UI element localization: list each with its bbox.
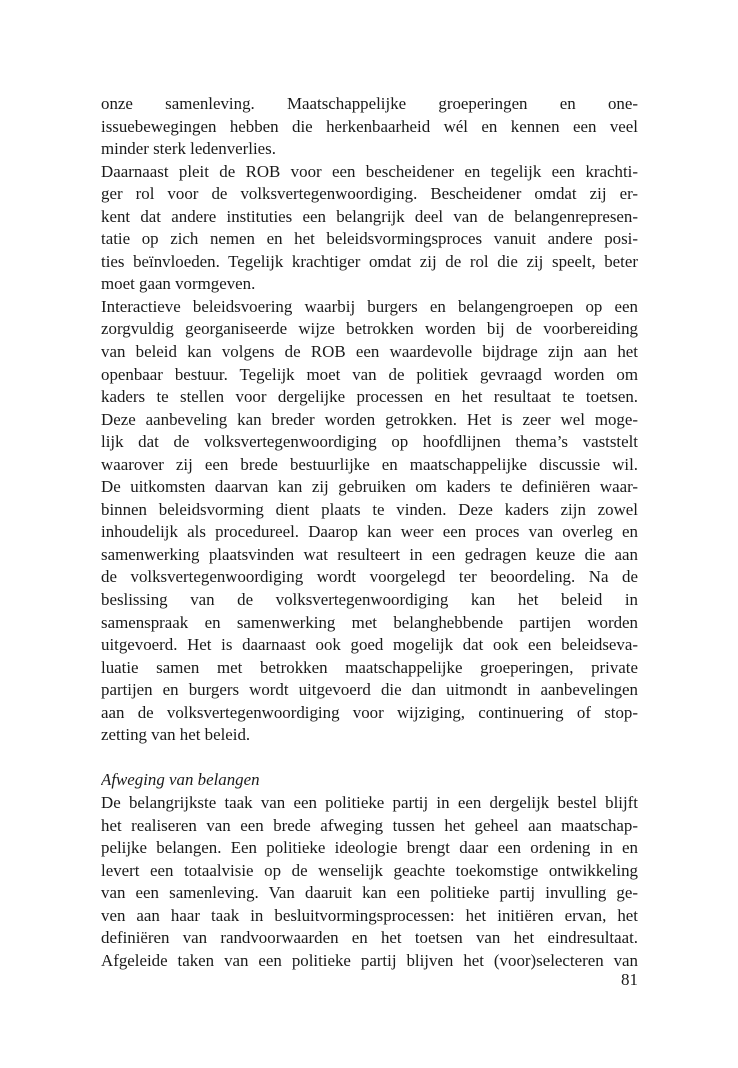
- text-line: Afgeleide taken van een politieke partij blijven het (voor)selecteren van: [101, 950, 638, 970]
- text-line: aan de volksvertegenwoordiging voor wijziging, continuering of stop-: [101, 702, 638, 722]
- text-line: uitgevoerd. Het is daarnaast ook goed mogelijk dat ook een beleidseva-: [101, 635, 638, 655]
- text-line: samenwerking plaatsvinden wat resulteert in een gedragen keuze die aan: [101, 544, 638, 564]
- text-line: zorgvuldig georganiseerde wijze betrokken worden bij de voorbereiding: [101, 319, 638, 339]
- paragraph-1: [101, 93, 638, 161]
- text-line: onze samenleving. Maatschappelijke groeperingen en one-: [101, 94, 638, 113]
- text-line: definiëren van randvoorwaarden en het toetsen van het eindresultaat.: [101, 928, 638, 948]
- text-line: partijen en burgers wordt uitgevoerd die dan uitmondt in aanbevelingen: [101, 680, 638, 700]
- text-line: De uitkomsten daarvan kan zij gebruiken om kaders te definiëren waar-: [101, 477, 638, 497]
- text-line: openbaar bestuur. Tegelijk moet van de politiek gevraagd worden om: [101, 364, 638, 384]
- text-line: het realiseren van een brede afweging tussen het geheel aan maatschap-: [101, 815, 638, 835]
- section-heading: Afweging van belangen: [101, 770, 260, 790]
- text-line: pelijke belangen. Een politieke ideologie brengt daar een ordening in en: [101, 838, 638, 858]
- text-line: Daarnaast pleit de ROB voor een bescheidener en tegelijk een krachti-: [101, 161, 638, 181]
- text-line: zetting van het beleid.: [101, 725, 251, 745]
- text-line: van een samenleving. Van daaruit kan een politieke partij invulling ge-: [101, 883, 638, 903]
- text-line: luatie samen met betrokken maatschappelijke groeperingen, private: [101, 657, 638, 677]
- text-line: de volksvertegenwoordiging wordt voorgelegd ter beoordeling. Na de: [101, 567, 638, 587]
- text-line: lijk dat de volksvertegenwoordiging op hoofdlijnen thema’s vaststelt: [101, 432, 638, 452]
- text-line: kaders te stellen voor dergelijke processen en het resultaat te toetsen.: [101, 387, 638, 407]
- text-line: tatie op zich nemen en het beleidsvormingsproces vanuit andere posi-: [101, 229, 638, 249]
- text-line: ger rol voor de volksvertegenwoordiging. Bescheidener omdat zij er-: [101, 184, 638, 204]
- text-line: De belangrijkste taak van een politieke partij in een dergelijk bestel blijft: [101, 792, 638, 812]
- page-number: 81: [621, 970, 638, 989]
- text-line: moet gaan vormgeven.: [101, 274, 256, 294]
- text-line: samenspraak en samenwerking met belanghebbende partijen worden: [101, 612, 638, 632]
- blank-line: [101, 747, 638, 770]
- text-line: waarover zij een brede bestuurlijke en maatschappelijke discussie wil.: [101, 454, 638, 474]
- paragraph-4: [101, 792, 638, 972]
- text-line: Deze aanbeveling kan breder worden getrokken. Het is zeer wel moge-: [101, 409, 638, 429]
- text-line: inhoudelijk als procedureel. Daarop kan weer een proces van overleg en: [101, 522, 638, 542]
- text-line: minder sterk ledenverlies.: [101, 139, 276, 159]
- text-line: levert een totaalvisie op de wenselijk geachte toekomstige ontwikkeling: [101, 860, 638, 880]
- paragraph-3: [101, 296, 638, 747]
- text-line: kent dat andere instituties een belangrijk deel van de belangenrepresen-: [101, 206, 638, 226]
- text-line: ties beïnvloeden. Tegelijk krachtiger omdat zij de rol die zij speelt, beter: [101, 251, 638, 271]
- text-line: binnen beleidsvorming dient plaats te vinden. Deze kaders zijn zowel: [101, 499, 638, 519]
- text-line: van beleid kan volgens de ROB een waardevolle bijdrage zijn aan het: [101, 342, 638, 362]
- text-line: issuebewegingen hebben die herkenbaarheid wél en kennen een veel: [101, 116, 638, 136]
- text-line: ven aan haar taak in besluitvormingsprocessen: het initiëren ervan, het: [101, 905, 638, 925]
- text-line: Interactieve beleidsvoering waarbij burgers en belangengroepen op een: [101, 296, 638, 316]
- paragraph-2: [101, 161, 638, 296]
- body-text: [101, 93, 638, 972]
- text-line: beslissing van de volksvertegenwoordiging kan het beleid in: [101, 590, 638, 610]
